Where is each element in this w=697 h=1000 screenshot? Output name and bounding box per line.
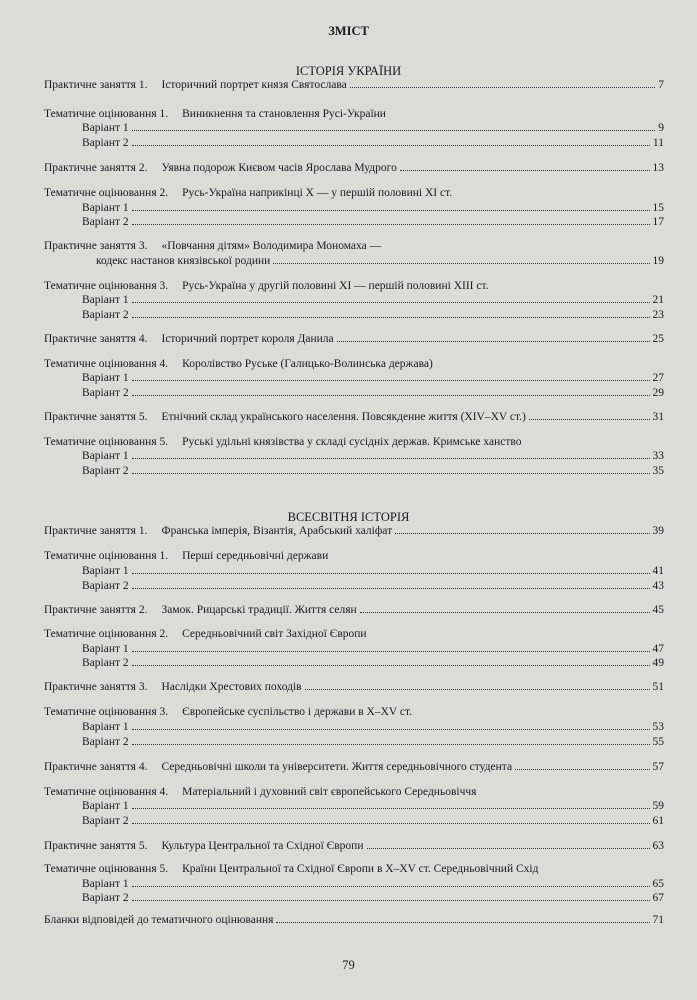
- dot-leader: [132, 216, 650, 225]
- dot-leader: [132, 892, 650, 901]
- dot-leader: [132, 137, 650, 146]
- variant-label: Варіант 1: [82, 721, 129, 733]
- entry-title: Виникнення та становлення Русі-України: [182, 108, 386, 120]
- entry-title: Середньовічний світ Західної Європи: [182, 628, 367, 640]
- entry-label: Тематичне оцінювання 4.: [44, 786, 169, 798]
- variant-page: 47: [652, 643, 664, 655]
- entry-label: Практичне заняття 3.: [44, 681, 148, 693]
- dot-leader: [132, 450, 650, 459]
- variant-page: 67: [652, 892, 664, 904]
- variant-label: Варіант 1: [82, 800, 129, 812]
- toc-entry[interactable]: [44, 187, 664, 203]
- entry-page: 19: [652, 255, 664, 267]
- entry-title: Уявна подорож Києвом часів Ярослава Мудрого: [161, 162, 397, 174]
- dot-leader: [132, 387, 650, 396]
- entry-page: 13: [652, 162, 664, 174]
- toc-variant[interactable]: [82, 216, 664, 232]
- dot-leader: [400, 162, 650, 171]
- dot-leader: [305, 681, 650, 690]
- dot-leader: [337, 333, 650, 342]
- toc-variant[interactable]: [82, 137, 664, 153]
- entry-title: Перші середньовічні держави: [182, 550, 329, 562]
- toc-entry[interactable]: [44, 411, 664, 427]
- toc-entry-continuation[interactable]: [96, 255, 664, 271]
- toc-variant[interactable]: [82, 294, 664, 310]
- variant-page: 33: [652, 450, 664, 462]
- entry-page: 45: [652, 604, 664, 616]
- entry-title-continuation: кодекс настанов князівської родини: [96, 255, 271, 267]
- toc-entry[interactable]: [44, 240, 664, 256]
- variant-page: 11: [652, 137, 664, 149]
- entry-title: Етнічний склад українського населення. Повсякденне життя (XIV–XV ст.): [161, 411, 526, 423]
- variant-page: 15: [652, 202, 664, 214]
- dot-leader: [132, 721, 650, 730]
- section-heading: ВСЕСВІТНЯ ІСТОРІЯ: [287, 510, 410, 524]
- variant-label: Варіант 1: [82, 122, 129, 134]
- dot-leader: [132, 815, 650, 824]
- entry-title: Замок. Рицарські традиції. Життя селян: [161, 604, 357, 616]
- toc-entry[interactable]: [44, 162, 664, 178]
- dot-leader: [132, 202, 650, 211]
- entry-title: Русь-Україна наприкінці X — у першій половині XI ст.: [182, 187, 453, 199]
- entry-title: Наслідки Хрестових походів: [161, 681, 302, 693]
- variant-label: Варіант 2: [82, 580, 129, 592]
- variant-page: 55: [652, 736, 664, 748]
- entry-title: «Повчання дітям» Володимира Мономаха —: [161, 240, 382, 252]
- toc-entry[interactable]: [44, 840, 664, 856]
- entry-label: Практичне заняття 1.: [44, 79, 148, 91]
- variant-page: 59: [652, 800, 664, 812]
- variant-label: Варіант 2: [82, 387, 129, 399]
- variant-page: 49: [652, 657, 664, 669]
- dot-leader: [132, 565, 650, 574]
- entry-page: 57: [652, 761, 664, 773]
- variant-label: Варіант 2: [82, 815, 129, 827]
- entry-title: Руські удільні князівства у складі сусідніх держав. Кримське ханство: [182, 436, 522, 448]
- variant-page: 17: [652, 216, 664, 228]
- entry-title: Середньовічні школи та університети. Життя середньовічного студента: [161, 761, 513, 773]
- dot-leader: [132, 372, 650, 381]
- variant-label: Варіант 2: [82, 465, 129, 477]
- variant-label: Варіант 1: [82, 565, 129, 577]
- answer-forms-title: Бланки відповідей до тематичного оцінювання: [44, 914, 274, 926]
- toc-variant[interactable]: [82, 892, 664, 908]
- toc-entry[interactable]: [44, 604, 664, 620]
- dot-leader: [276, 914, 649, 923]
- toc-entry[interactable]: [44, 333, 664, 349]
- variant-label: Варіант 2: [82, 309, 129, 321]
- toc-variant[interactable]: [82, 372, 664, 388]
- entry-label: Практичне заняття 5.: [44, 411, 148, 423]
- dot-leader: [132, 643, 650, 652]
- dot-leader: [360, 604, 650, 613]
- toc-entry[interactable]: [44, 525, 664, 541]
- entry-label: Тематичне оцінювання 5.: [44, 436, 169, 448]
- dot-leader: [529, 411, 650, 420]
- variant-page: 9: [658, 122, 664, 134]
- dot-leader: [132, 800, 650, 809]
- entry-label: Тематичне оцінювання 3.: [44, 280, 169, 292]
- entry-title: Культура Центральної та Східної Європи: [161, 840, 364, 852]
- toc-entry[interactable]: [44, 681, 664, 697]
- dot-leader: [395, 525, 649, 534]
- variant-label: Варіант 2: [82, 736, 129, 748]
- toc-entry[interactable]: [44, 761, 664, 777]
- toc-variant[interactable]: [82, 450, 664, 466]
- dot-leader: [132, 122, 656, 131]
- variant-label: Варіант 2: [82, 137, 129, 149]
- entry-label: Практичне заняття 5.: [44, 840, 148, 852]
- toc-variant[interactable]: [82, 815, 664, 831]
- entry-title: Королівство Руське (Галицько-Волинська держава): [182, 358, 433, 370]
- dot-leader: [350, 79, 656, 88]
- entry-title: Історичний портрет князя Святослава: [161, 79, 347, 91]
- toc-entry[interactable]: [44, 550, 664, 566]
- dot-leader: [132, 294, 650, 303]
- toc-entry[interactable]: [44, 863, 664, 879]
- entry-title: Країни Центральної та Східної Європи в X–XV ст. Середньовічний Схід: [182, 863, 539, 875]
- entry-page: 25: [652, 333, 664, 345]
- entry-page: 63: [652, 840, 664, 852]
- section-heading: ІСТОРІЯ УКРАЇНИ: [295, 64, 402, 78]
- variant-label: Варіант 1: [82, 643, 129, 655]
- entry-label: Практичне заняття 3.: [44, 240, 148, 252]
- toc-variant[interactable]: [82, 580, 664, 596]
- variant-page: 23: [652, 309, 664, 321]
- toc-entry[interactable]: [44, 79, 664, 95]
- answer-forms-page: 71: [652, 914, 664, 926]
- toc-variant[interactable]: [82, 465, 664, 481]
- page-number: 79: [342, 958, 355, 972]
- variant-label: Варіант 1: [82, 450, 129, 462]
- variant-page: 27: [652, 372, 664, 384]
- toc-variant[interactable]: [82, 736, 664, 752]
- dot-leader: [132, 657, 650, 666]
- entry-label: Тематичне оцінювання 4.: [44, 358, 169, 370]
- entry-label: Практичне заняття 2.: [44, 604, 148, 616]
- entry-label: Практичне заняття 4.: [44, 333, 148, 345]
- toc-variant[interactable]: [82, 387, 664, 403]
- dot-leader: [367, 840, 650, 849]
- variant-label: Варіант 1: [82, 294, 129, 306]
- variant-page: 61: [652, 815, 664, 827]
- entry-title: Франська імперія, Візантія, Арабський халіфат: [161, 525, 393, 537]
- entry-label: Практичне заняття 2.: [44, 162, 148, 174]
- toc-variant[interactable]: [82, 800, 664, 816]
- toc-variant[interactable]: [82, 309, 664, 325]
- variant-label: Варіант 1: [82, 372, 129, 384]
- entry-title: Європейське суспільство і держави в X–XV ст.: [182, 706, 412, 718]
- entry-label: Тематичне оцінювання 3.: [44, 706, 169, 718]
- dot-leader: [132, 736, 650, 745]
- dot-leader: [515, 761, 649, 770]
- variant-page: 53: [652, 721, 664, 733]
- variant-label: Варіант 2: [82, 657, 129, 669]
- dot-leader: [132, 309, 650, 318]
- toc-entry-answer-forms[interactable]: [44, 914, 664, 930]
- dot-leader: [132, 580, 650, 589]
- entry-label: Тематичне оцінювання 1.: [44, 108, 169, 120]
- variant-page: 21: [652, 294, 664, 306]
- toc-variant[interactable]: [82, 565, 664, 581]
- entry-label: Тематичне оцінювання 2.: [44, 628, 169, 640]
- dot-leader: [273, 255, 649, 264]
- entry-label: Практичне заняття 1.: [44, 525, 148, 537]
- entry-page: 39: [652, 525, 664, 537]
- variant-label: Варіант 1: [82, 878, 129, 890]
- entry-label: Тематичне оцінювання 2.: [44, 187, 169, 199]
- toc-variant[interactable]: [82, 721, 664, 737]
- entry-page: 51: [652, 681, 664, 693]
- entry-title: Русь-Україна у другій половині XI — першій половині XIII ст.: [182, 280, 489, 292]
- variant-label: Варіант 2: [82, 892, 129, 904]
- entry-page: 31: [652, 411, 664, 423]
- entry-title: Історичний портрет короля Данила: [161, 333, 334, 345]
- entry-label: Тематичне оцінювання 1.: [44, 550, 169, 562]
- toc-entry[interactable]: [44, 628, 664, 644]
- variant-label: Варіант 2: [82, 216, 129, 228]
- entry-title: Матеріальний і духовний світ європейського Середньовіччя: [182, 786, 477, 798]
- variant-page: 41: [652, 565, 664, 577]
- entry-label: Тематичне оцінювання 5.: [44, 863, 169, 875]
- toc-entry[interactable]: [44, 706, 664, 722]
- variant-page: 43: [652, 580, 664, 592]
- entry-label: Практичне заняття 4.: [44, 761, 148, 773]
- dot-leader: [132, 465, 650, 474]
- toc-variant[interactable]: [82, 122, 664, 138]
- toc-variant[interactable]: [82, 657, 664, 673]
- variant-label: Варіант 1: [82, 202, 129, 214]
- dot-leader: [132, 878, 650, 887]
- variant-page: 65: [652, 878, 664, 890]
- variant-page: 29: [652, 387, 664, 399]
- variant-page: 35: [652, 465, 664, 477]
- entry-page: 7: [658, 79, 664, 91]
- contents-title: ЗМІСТ: [328, 24, 369, 38]
